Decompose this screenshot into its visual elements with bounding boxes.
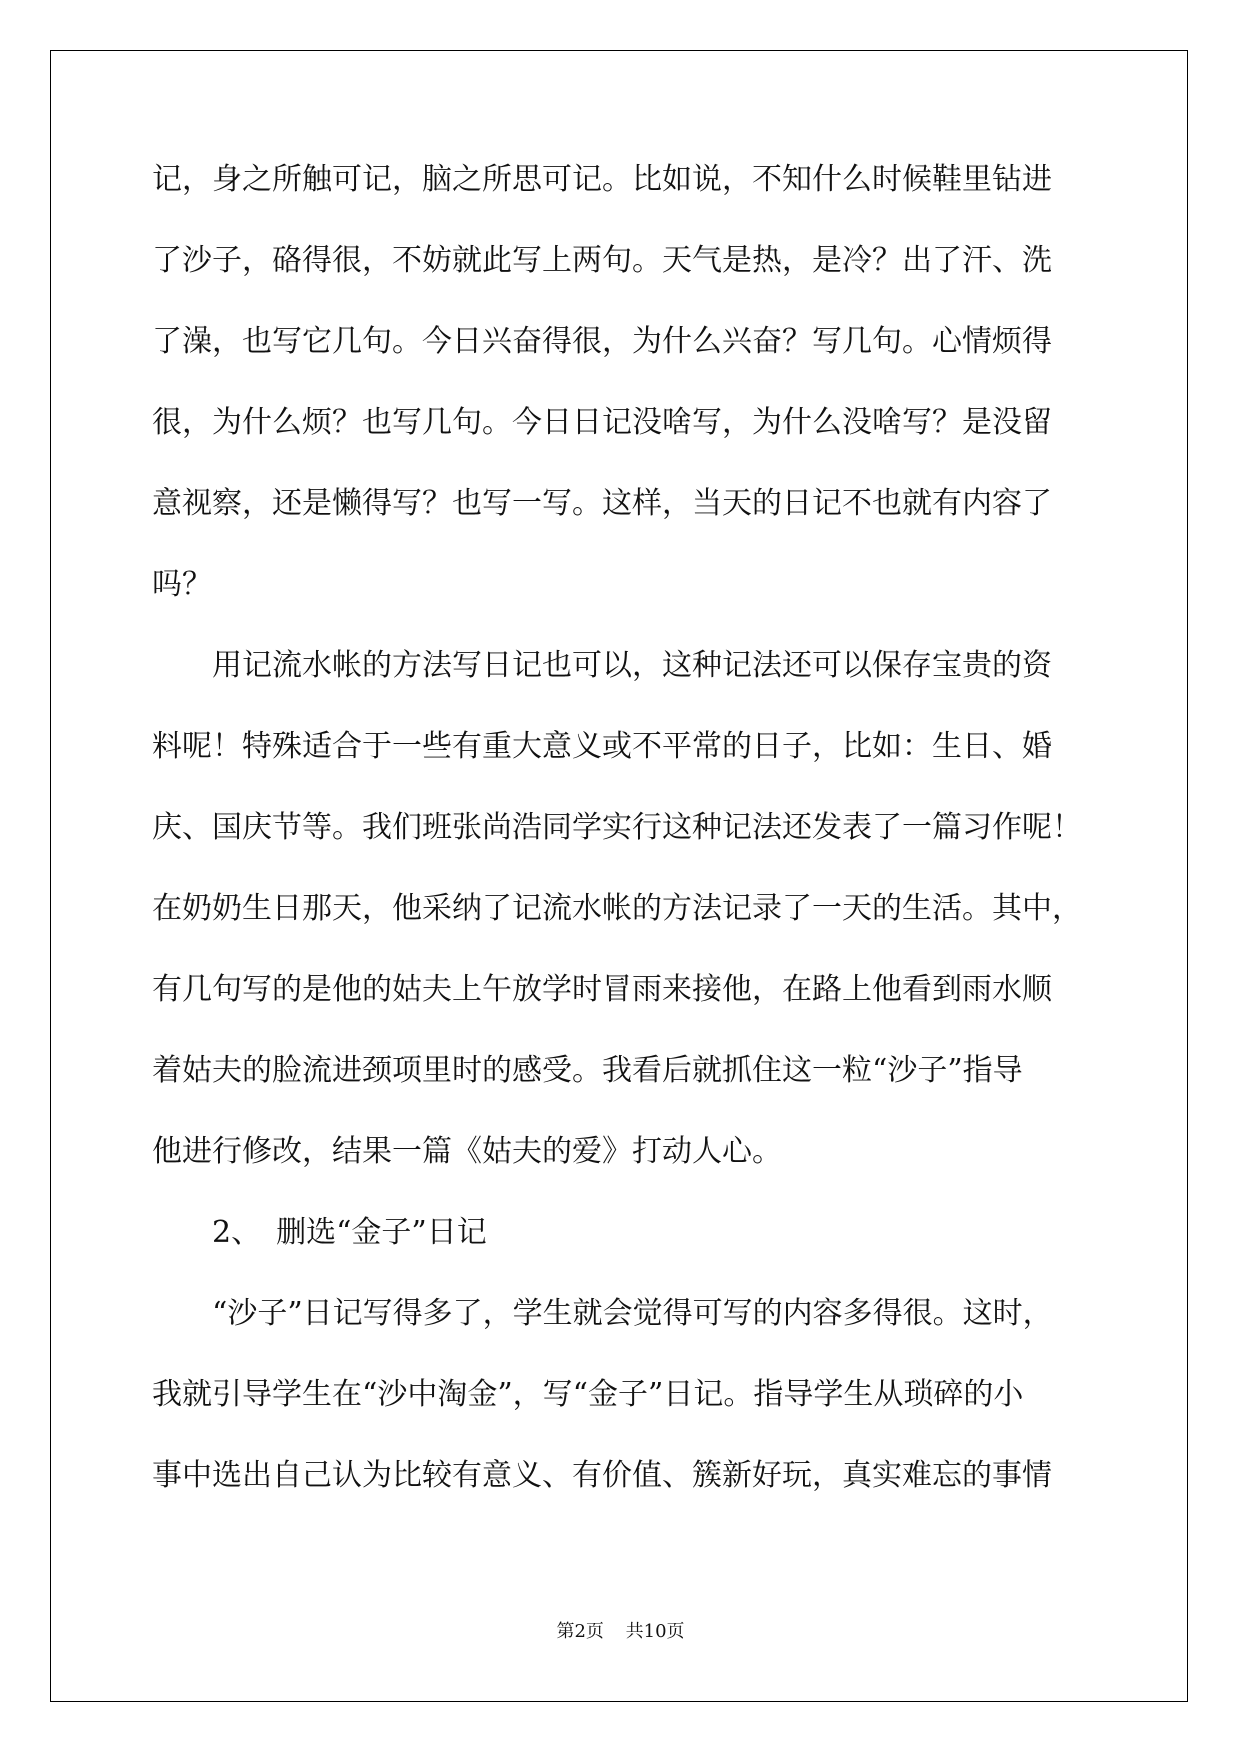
page-number: 第2页	[556, 1621, 604, 1642]
text-line: 我就引导学生在“沙中淘金”，写“金子”日记。指导学生从琐碎的小	[152, 1377, 1024, 1412]
text-line: 意视察，还是懒得写？也写一写。这样，当天的日记不也就有内容了	[152, 486, 1052, 521]
page-footer	[0, 1617, 1241, 1643]
text-line: 事中选出自己认为比较有意义、有价值、簇新好玩，真实难忘的事情	[152, 1458, 1052, 1493]
text-line: 庆、国庆节等。我们班张尚浩同学实行这种记法还发表了一篇习作呢！	[152, 810, 1082, 845]
text-line: 在奶奶生日那天，他采纳了记流水帐的方法记录了一天的生活。其中，	[152, 891, 1082, 926]
text-line: 料呢！特殊适合于一些有重大意义或不平常的日子，比如：生日、婚	[152, 729, 1052, 764]
text-line: “沙子”日记写得多了，学生就会觉得可写的内容多得很。这时，	[152, 1296, 1053, 1331]
text-line: 了沙子，硌得很，不妨就此写上两句。天气是热，是冷？出了汗、洗	[152, 243, 1052, 278]
text-line: 有几句写的是他的姑夫上午放学时冒雨来接他，在路上他看到雨水顺	[152, 972, 1052, 1007]
text-line: 吗？	[152, 567, 212, 602]
section-heading: 2、 删选“金子”日记	[152, 1215, 487, 1250]
text-line: 很，为什么烦？也写几句。今日日记没啥写，为什么没啥写？是没留	[152, 405, 1052, 440]
text-line: 他进行修改，结果一篇《姑夫的爱》打动人心。	[152, 1134, 782, 1169]
text-line: 着姑夫的脸流进颈项里时的感受。我看后就抓住这一粒“沙子”指导	[152, 1053, 1023, 1088]
text-line: 了澡，也写它几句。今日兴奋得很，为什么兴奋？写几句。心情烦得	[152, 324, 1052, 359]
text-line: 用记流水帐的方法写日记也可以，这种记法还可以保存宝贵的资	[152, 648, 1052, 683]
document-body	[152, 162, 1092, 1539]
page-total: 共10页	[625, 1621, 685, 1642]
text-line: 记，身之所触可记，脑之所思可记。比如说，不知什么时候鞋里钻进	[152, 162, 1052, 197]
